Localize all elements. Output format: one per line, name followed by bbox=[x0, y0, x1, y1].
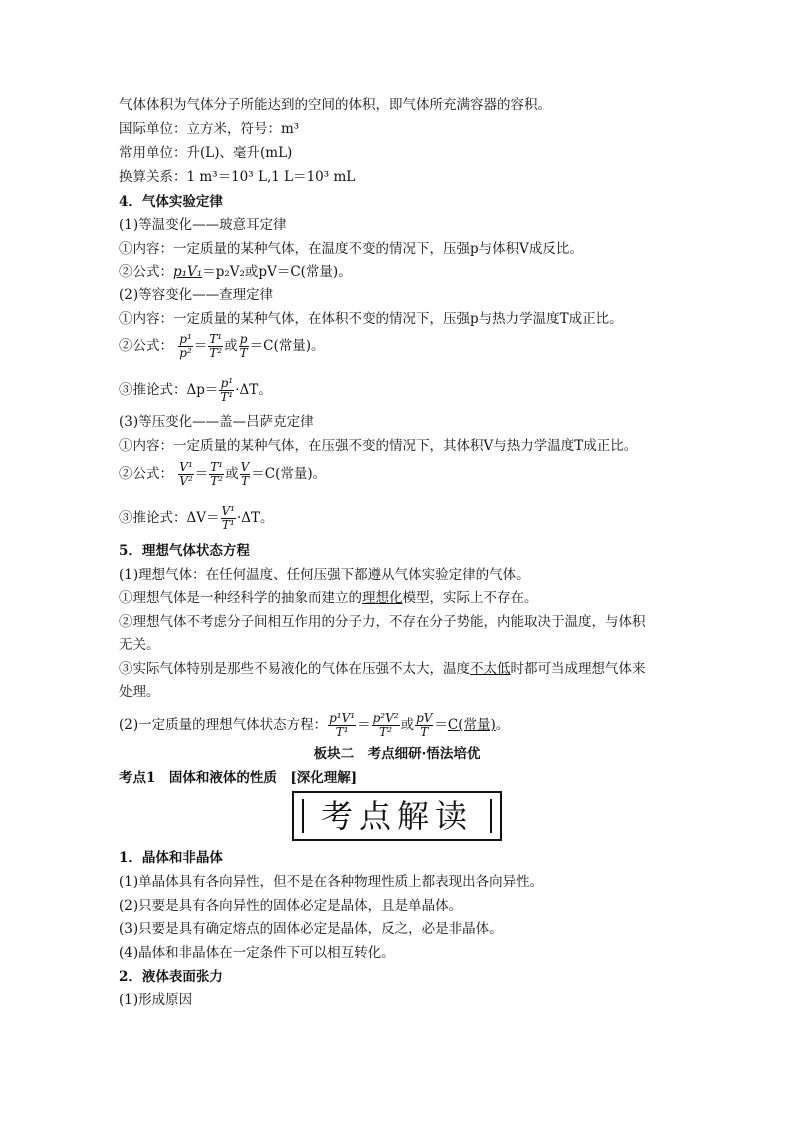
text-line: ②理想气体不考虑分子间相互作用的分子力，不存在分子势能，内能取决于温度，与体积 bbox=[119, 614, 646, 630]
fraction bbox=[221, 505, 236, 532]
numerator: p¹ bbox=[179, 332, 192, 346]
denominator: V² bbox=[179, 474, 193, 488]
fraction bbox=[219, 377, 234, 404]
equals: ＝ bbox=[357, 717, 371, 733]
equals: ＝ bbox=[193, 338, 208, 354]
formula-label: ③推论式：ΔV＝ bbox=[119, 510, 220, 526]
denominator: T² bbox=[379, 725, 392, 739]
denominator: T¹ bbox=[221, 518, 235, 532]
formula-line bbox=[119, 377, 272, 404]
fraction bbox=[239, 333, 249, 360]
numerator: T¹ bbox=[209, 332, 223, 346]
formula-line bbox=[119, 263, 352, 281]
fraction bbox=[372, 712, 400, 739]
formula-line bbox=[119, 461, 326, 488]
banner-text: 考点解读 bbox=[320, 797, 473, 835]
formula-tail: ＝C(常量)。 bbox=[249, 338, 325, 354]
denominator: T bbox=[239, 346, 248, 360]
text-line: 无关。 bbox=[119, 637, 160, 653]
text-line: (1)理想气体：在任何温度、任何压强下都遵从气体实验定律的气体。 bbox=[119, 567, 530, 583]
formula-line bbox=[119, 333, 325, 360]
section-heading: 1．晶体和非晶体 bbox=[119, 850, 223, 866]
text-line: (1)等温变化——玻意耳定律 bbox=[119, 217, 287, 233]
text-line: (4)晶体和非晶体在一定条件下可以相互转化。 bbox=[119, 945, 395, 961]
text-line: (3)等压变化——盖—吕萨克定律 bbox=[119, 414, 314, 430]
text-span: ①理想气体是一种经科学的抽象而建立的 bbox=[119, 590, 362, 606]
denominator: T¹ bbox=[335, 725, 349, 739]
formula-tail: ＝C(常量)。 bbox=[251, 466, 327, 482]
text-span: 模型，实际上不存在。 bbox=[402, 590, 538, 606]
block-title: 板块二 考点细研·悟法培优 bbox=[313, 746, 481, 762]
numerator: p¹V¹ bbox=[329, 711, 356, 725]
or-word: 或 bbox=[225, 466, 239, 482]
formula-tail: ·ΔT。 bbox=[235, 382, 272, 398]
formula-tail: ·ΔT。 bbox=[236, 510, 274, 526]
numerator: V¹ bbox=[221, 504, 235, 518]
text-span: ③实际气体特别是那些不易液化的气体在压强不太大，温度 bbox=[119, 661, 470, 677]
formula-rest: ＝p₂V₂或pV＝C(常量)。 bbox=[202, 264, 352, 280]
equals: ＝ bbox=[434, 717, 448, 733]
formula-label: ③推论式：Δp＝ bbox=[119, 382, 219, 398]
numerator: V¹ bbox=[179, 460, 193, 474]
fraction bbox=[240, 461, 251, 488]
fraction bbox=[208, 333, 223, 360]
denominator: T bbox=[420, 725, 429, 739]
formula-underlined: p₁V₁ bbox=[173, 264, 203, 280]
denominator: T² bbox=[210, 474, 224, 488]
text-line: 气体体积为气体分子所能达到的空间的体积，即气体所充满容器的容积。 bbox=[119, 97, 551, 113]
or-word: 或 bbox=[400, 717, 415, 733]
numerator: p²V² bbox=[372, 711, 399, 725]
fraction bbox=[178, 333, 193, 360]
numerator: T¹ bbox=[210, 460, 224, 474]
formula-tail: 。 bbox=[495, 717, 510, 733]
formula-line bbox=[119, 505, 274, 532]
fraction bbox=[328, 712, 356, 739]
section-heading: 4．气体实验定律 bbox=[119, 194, 223, 210]
denominator: T¹ bbox=[220, 390, 234, 404]
text-line: ①内容：一定质量的某种气体，在压强不变的情况下，其体积V与热力学温度T成正比。 bbox=[119, 438, 638, 454]
topic-heading: 考点1 固体和液体的性质 [深化理解] bbox=[119, 770, 358, 786]
text-line: (1)单晶体具有各向异性，但不是在各种物理性质上都表现出各向异性。 bbox=[119, 874, 544, 890]
text-line: (2)等容变化——查理定律 bbox=[119, 287, 274, 303]
denominator: T² bbox=[209, 346, 223, 360]
text-line: ①内容：一定质量的某种气体，在体积不变的情况下，压强p与热力学温度T成正比。 bbox=[119, 311, 623, 327]
text-span: 时都可当成理想气体来 bbox=[510, 661, 646, 677]
fraction bbox=[178, 461, 193, 488]
text-line: 换算关系：1 m³＝10³ L,1 L＝10³ mL bbox=[119, 169, 356, 185]
denominator: p² bbox=[179, 346, 192, 360]
text-line bbox=[119, 660, 646, 678]
section-heading: 2．液体表面张力 bbox=[119, 969, 223, 985]
text-line: (2)只要是具有各向异性的固体必定是晶体，且是单晶体。 bbox=[119, 898, 463, 914]
numerator: V bbox=[240, 460, 250, 474]
underlined-text: 不太低 bbox=[470, 661, 511, 677]
text-line: 常用单位：升(L)、毫升(mL) bbox=[119, 145, 293, 161]
underlined-text: 理想化 bbox=[362, 590, 403, 606]
numerator: pV bbox=[416, 711, 433, 725]
formula-label: ②公式： bbox=[119, 264, 173, 280]
numerator: p bbox=[239, 332, 248, 346]
numerator: p¹ bbox=[220, 376, 234, 390]
text-line: 国际单位：立方米，符号：m³ bbox=[119, 121, 300, 137]
formula-label: (2)一定质量的理想气体状态方程： bbox=[119, 717, 328, 733]
formula-label: ②公式： bbox=[119, 338, 173, 354]
topic-banner bbox=[292, 791, 502, 841]
underlined-text: C(常量) bbox=[447, 717, 496, 733]
formula-label: ②公式： bbox=[119, 466, 173, 482]
section-heading: 5．理想气体状态方程 bbox=[119, 543, 250, 559]
text-line: ①内容：一定质量的某种气体，在温度不变的情况下，压强p与体积V成反比。 bbox=[119, 241, 583, 257]
fraction bbox=[209, 461, 224, 488]
equals: ＝ bbox=[194, 466, 209, 482]
fraction bbox=[415, 712, 433, 739]
text-line: 处理。 bbox=[119, 684, 160, 700]
denominator: T bbox=[240, 474, 249, 488]
text-line: (3)只要是具有确定熔点的固体必定是晶体，反之，必是非晶体。 bbox=[119, 921, 503, 937]
text-line: (1)形成原因 bbox=[119, 992, 193, 1008]
or-word: 或 bbox=[224, 338, 238, 354]
formula-line bbox=[119, 712, 509, 739]
text-line bbox=[119, 589, 538, 607]
